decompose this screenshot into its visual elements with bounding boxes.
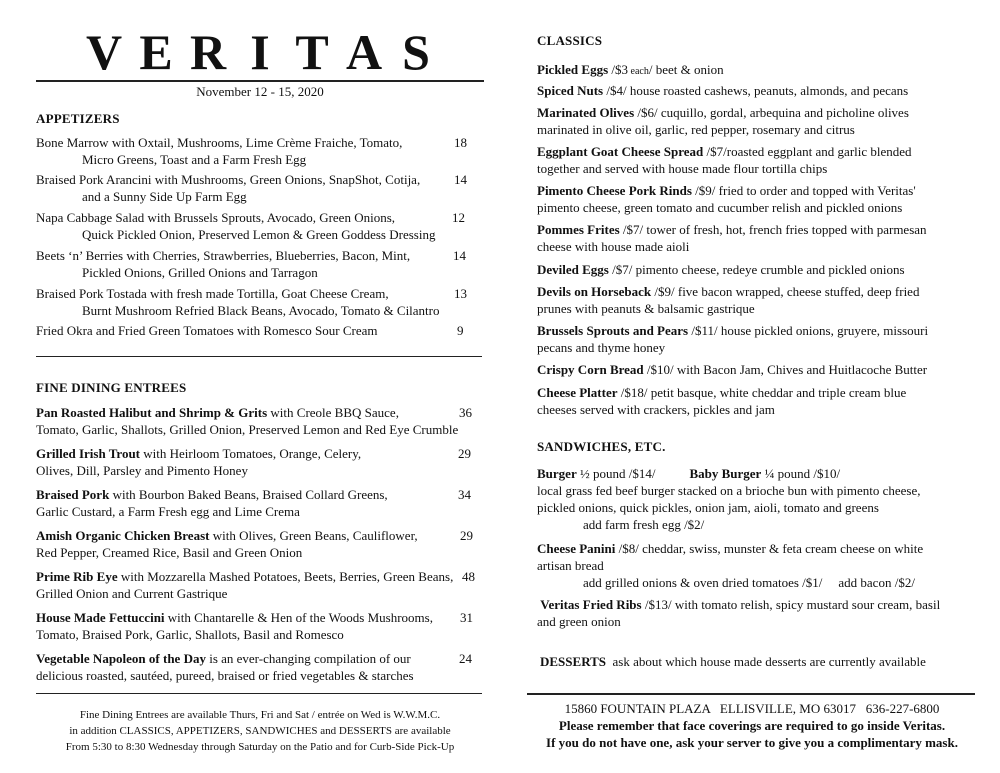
item-description: roasted eggplant and garlic blended — [726, 144, 912, 159]
note-line: From 5:30 to 8:30 Wednesday through Saturday on the Patio and for Curb-Side Pick-Up — [65, 741, 455, 753]
classic-item — [537, 104, 977, 138]
item-name: Brussels Sprouts and Pears — [537, 323, 689, 338]
item-description: Napa Cabbage Salad with Brussels Sprouts, Avocado, Green Onions, — [36, 210, 396, 225]
item-description: Garlic Custard, a Farm Fresh egg and Lime Crema — [36, 504, 300, 519]
entree-item — [36, 568, 484, 602]
classic-item — [537, 143, 977, 177]
classic-item — [537, 283, 977, 317]
item-addon: add grilled onions & oven dried tomatoes /$1/ — [583, 575, 823, 590]
item-description: with Bourbon Baked Beans, Braised Collard Greens, — [109, 487, 388, 502]
item-description: fried to order and topped with Veritas' — [715, 183, 916, 198]
appetizer-item — [36, 134, 484, 168]
item-description: together and served with house made flour tortilla chips — [537, 161, 828, 176]
item-description: with Olives, Green Beans, Cauliflower, — [209, 528, 418, 543]
item-description: with Heirloom Tomatoes, Orange, Celery, — [140, 446, 362, 461]
item-description: /$13/ with tomato relish, spicy mustard sour cream, basil — [641, 597, 941, 612]
logo-letter: S — [402, 24, 430, 80]
item-name: Cheese Panini — [537, 541, 616, 556]
item-price: /$9/ — [691, 183, 716, 198]
item-description: Tomato, Braised Pork, Garlic, Shallots, Basil and Romesco — [36, 627, 344, 642]
header-divider — [36, 80, 484, 82]
appetizer-item — [36, 285, 484, 319]
appetizer-item — [36, 322, 484, 339]
item-description: with Mozzarella Mashed Potatoes, Beets, Berries, Green Beans, — [117, 569, 454, 584]
logo-letter: V — [85, 24, 123, 80]
item-name: Devils on Horseback — [537, 284, 652, 299]
item-name: Crispy Corn Bread — [537, 362, 644, 377]
item-description: prunes with peanuts & balsamic gastrique — [537, 301, 755, 316]
item-description: cheese with house made aioli — [537, 239, 690, 254]
item-description: house roasted cashews, peanuts, almonds, and pecans — [626, 83, 909, 98]
item-addon: add farm fresh egg /$2/ — [583, 517, 705, 532]
item-price: 31 — [460, 610, 473, 625]
logo-letter: I — [250, 24, 270, 80]
item-description: /$8/ cheddar, swiss, munster & feta cream cheese on white — [615, 541, 924, 556]
classic-item — [537, 221, 977, 255]
desserts-title: DESSERTS — [540, 654, 607, 669]
item-price: /$6/ — [634, 105, 658, 120]
item-description: Olives, Dill, Parsley and Pimento Honey — [36, 463, 248, 478]
item-price: /$7/ — [608, 262, 633, 277]
item-price: /$7/ — [703, 144, 727, 159]
mask-notice: Please remember that face coverings are required to go inside Veritas. — [558, 718, 946, 733]
item-name: Amish Organic Chicken Breast — [36, 528, 210, 543]
note-line: in addition CLASSICS, APPETIZERS, SANDWICHES and DESSERTS are available — [69, 725, 451, 737]
item-name: Prime Rib Eye — [36, 569, 118, 584]
item-price: 34 — [458, 487, 471, 502]
item-addon: add bacon /$2/ — [838, 575, 915, 590]
classic-item — [537, 384, 977, 418]
entree-item — [36, 527, 484, 561]
footer-divider — [527, 693, 975, 695]
item-description: with Chantarelle & Hen of the Woods Mushrooms, — [164, 610, 433, 625]
entree-item — [36, 404, 484, 438]
item-description: Pickled Onions, Grilled Onions and Tarragon — [82, 265, 318, 280]
item-description: Micro Greens, Toast and a Farm Fresh Egg — [82, 152, 307, 167]
logo-letter: T — [295, 24, 329, 80]
entree-item — [36, 650, 484, 684]
panini-item — [537, 540, 977, 591]
mask-notice: If you do not have one, ask your server to give you a complimentary mask. — [546, 735, 958, 750]
classics-title: CLASSICS — [537, 33, 603, 48]
item-price: /$9/ — [651, 284, 675, 299]
item-description: Fried Okra and Fried Green Tomatoes with Romesco Sour Cream — [36, 323, 378, 338]
item-name: Veritas Fried Ribs — [540, 597, 642, 612]
note-line: Fine Dining Entrees are available Thurs, Fri and Sat / entrée on Wed is W.W.M.C. — [79, 709, 441, 721]
item-price: /$7/ — [619, 222, 644, 237]
item-name: House Made Fettuccini — [36, 610, 165, 625]
item-description: house pickled onions, gruyere, missouri — [717, 323, 929, 338]
address-line: 15860 FOUNTAIN PLAZA ELLISVILLE, MO 63017 636-227-6800 — [564, 701, 940, 716]
entree-item — [36, 445, 484, 479]
item-price: 9 — [457, 323, 464, 338]
classic-item — [537, 182, 977, 216]
item-price: /$3 — [608, 62, 629, 77]
item-description: Braised Pork Arancini with Mushrooms, Green Onions, SnapShot, Cotija, — [36, 172, 421, 187]
item-price: /$4/ — [603, 83, 627, 98]
desserts-line — [540, 653, 980, 670]
logo-letter: A — [345, 24, 383, 80]
item-price: ½ pound /$14/ — [576, 466, 656, 481]
item-description: cheeses served with crackers, pickles and jam — [537, 402, 775, 417]
item-description: Burnt Mushroom Refried Black Beans, Avocado, Tomato & Cilantro — [82, 303, 440, 318]
item-description: and a Sunny Side Up Farm Egg — [82, 189, 247, 204]
item-description: / beet & onion — [648, 62, 724, 77]
availability-note — [36, 707, 484, 755]
item-name: Spiced Nuts — [537, 83, 604, 98]
item-price: 12 — [452, 210, 465, 225]
logo-letter: E — [139, 24, 173, 80]
item-description: Tomato, Garlic, Shallots, Grilled Onion, Preserved Lemon and Red Eye Crumble — [36, 422, 459, 437]
item-description: five bacon wrapped, cheese stuffed, deep fried — [674, 284, 920, 299]
item-price: /$10/ — [643, 362, 674, 377]
item-description: Grilled Onion and Current Gastrique — [36, 586, 228, 601]
item-description: pecans and thyme honey — [537, 340, 666, 355]
item-name: Deviled Eggs — [537, 262, 609, 277]
section-divider — [36, 356, 482, 357]
item-name: Braised Pork — [36, 487, 110, 502]
item-name: Vegetable Napoleon of the Day — [36, 651, 206, 666]
item-price: 24 — [459, 651, 472, 666]
item-price: /$18/ — [617, 385, 648, 400]
item-description: with Bacon Jam, Chives and Huitlacoche Butter — [673, 362, 928, 377]
item-description: pimento cheese, redeye crumble and pickled onions — [632, 262, 905, 277]
entree-item — [36, 609, 484, 643]
item-description: Braised Pork Tostada with fresh made Tortilla, Goat Cheese Cream, — [36, 286, 389, 301]
item-price: /$11/ — [688, 323, 718, 338]
burger-item — [537, 465, 977, 533]
item-name: Grilled Irish Trout — [36, 446, 141, 461]
desserts-description: ask about which house made desserts are currently available — [612, 654, 926, 669]
menu-dates: November 12 - 15, 2020 — [196, 84, 324, 99]
classic-item — [537, 322, 977, 356]
item-name: Baby Burger — [689, 466, 762, 481]
item-price: 29 — [458, 446, 471, 461]
item-description: Bone Marrow with Oxtail, Mushrooms, Lime Crème Fraiche, Tomato, — [36, 135, 403, 150]
item-description: with Creole BBQ Sauce, — [267, 405, 399, 420]
classic-item — [537, 82, 977, 99]
item-name: Pommes Frites — [537, 222, 620, 237]
item-description: artisan bread — [537, 558, 604, 573]
item-name: Burger — [537, 466, 577, 481]
item-price: 14 — [454, 172, 467, 187]
item-description: Red Pepper, Creamed Rice, Basil and Green Onion — [36, 545, 303, 560]
item-description: local grass fed beef burger stacked on a brioche bun with pimento cheese, — [537, 483, 921, 498]
classic-item — [537, 261, 977, 278]
classic-item — [537, 361, 977, 378]
item-description: pickled onions, quick pickles, onion jam, aioli, tomato and greens — [537, 500, 879, 515]
item-description: and green onion — [537, 614, 621, 629]
logo-letter: R — [189, 24, 227, 80]
classic-item — [537, 61, 977, 80]
item-description: is an ever-changing compilation of our — [205, 651, 411, 666]
item-price: 48 — [462, 569, 475, 584]
item-price: 36 — [459, 405, 472, 420]
item-price: 14 — [453, 248, 466, 263]
appetizer-item — [36, 247, 484, 281]
item-name: Eggplant Goat Cheese Spread — [537, 144, 704, 159]
restaurant-logo — [36, 22, 484, 82]
item-description: Quick Pickled Onion, Preserved Lemon & Green Goddess Dressing — [82, 227, 436, 242]
item-name: Pickled Eggs — [537, 62, 609, 77]
item-price: 18 — [454, 135, 467, 150]
sandwiches-title: SANDWICHES, ETC. — [537, 439, 666, 454]
item-description: tower of fresh, hot, french fries topped with parmesan — [643, 222, 927, 237]
item-price: ¼ pound /$10/ — [761, 466, 841, 481]
item-description: cuquillo, gordal, arbequina and picholine olives — [657, 105, 909, 120]
item-description: delicious roasted, sautéed, pureed, braised or fried vegetables & starches — [36, 668, 414, 683]
entrees-title: FINE DINING ENTREES — [36, 380, 187, 395]
appetizers-title: APPETIZERS — [36, 111, 120, 126]
item-description: marinated in olive oil, garlic, red pepper, rosemary and citrus — [537, 122, 855, 137]
item-description: Beets ‘n’ Berries with Cherries, Strawberries, Blueberries, Bacon, Mint, — [36, 248, 411, 263]
item-description: pimento cheese, green tomato and cucumber relish and pickled onions — [537, 200, 903, 215]
section-divider — [36, 693, 482, 694]
appetizer-item — [36, 171, 484, 205]
ribs-item — [537, 596, 977, 630]
item-description: petit basque, white cheddar and triple cream blue — [647, 385, 907, 400]
item-name: Marinated Olives — [537, 105, 635, 120]
item-name: Pan Roasted Halibut and Shrimp & Grits — [36, 405, 268, 420]
item-name: Pimento Cheese Pork Rinds — [537, 183, 692, 198]
item-price: 29 — [460, 528, 473, 543]
item-name: Cheese Platter — [537, 385, 618, 400]
item-unit: each — [628, 66, 649, 77]
contact-block — [528, 700, 976, 751]
appetizer-item — [36, 209, 484, 243]
entree-item — [36, 486, 484, 520]
item-price: 13 — [454, 286, 467, 301]
